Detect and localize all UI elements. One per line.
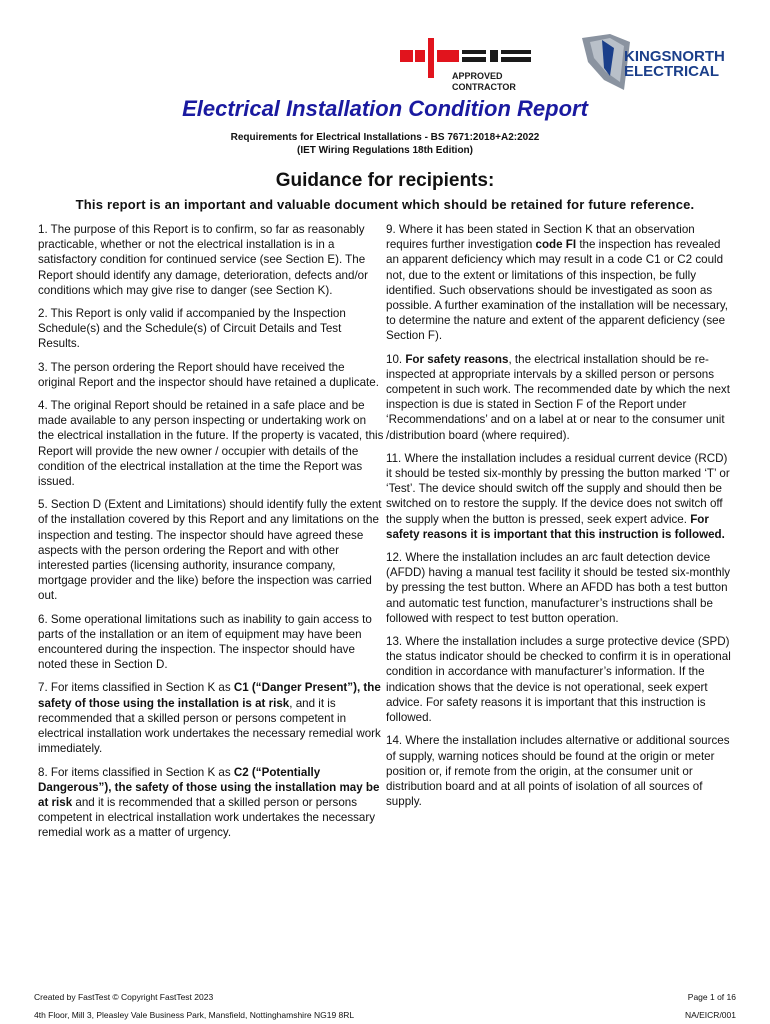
item-7-bold: C1 (“Danger Present”), the safety of those using the installation is at risk (38, 681, 381, 710)
guidance-item-1: 1. The purpose of this Report is to confirm, so far as reasonably practicable, whether or not the electrical installation is in a satisfactory condition for continued service (see Section E). The Report should identify any damage, deterioration, defects and/or conditions which may give rise to danger (see Section K). (38, 223, 368, 297)
item-9-bold: code FI (535, 238, 577, 252)
item-10-bold: For safety reasons (405, 352, 509, 366)
item-8-text-c: and it is recommended that a skilled person or persons competent in electrical installation work undertakes the necessary remedial work as a matter of urgency. (38, 795, 376, 840)
electrical-text: ELECTRICAL (624, 63, 719, 80)
footer-page-number: Page 1 of 16 (687, 992, 736, 1002)
item-11-bold: For safety reasons it is important that this instruction is followed. (386, 512, 725, 541)
item-10-text-c: , the electrical installation should be re-inspected at appropriate intervals by a skilled person or persons competent in such work. The recommended date by which the next inspection is due is stated in Section F of the Report under ‘Recommendations’ and on a label at or near to the consumer unit /distribution board (where required). (386, 352, 730, 442)
requirements-line-2: (IET Wiring Regulations 18th Edition) (296, 145, 473, 156)
footer-address: 4th Floor, Mill 3, Pleasley Vale Business Park, Mansfield, Nottinghamshire NG19 8RL (34, 1010, 355, 1020)
guidance-item-7 (38, 680, 384, 756)
intro-statement: This report is an important and valuable document which should be retained for future reference. (75, 197, 695, 212)
footer-doc-ref: NA/EICR/001 (684, 1010, 736, 1020)
left-column (38, 222, 384, 849)
item-11-text-a: 11. Where the installation includes a residual current device (RCD) it should be tested six-monthly by pressing the button marked ‘T’ or ‘Test’. The device should switch off the supply and should then be switched on to restore the supply. If the device does not switch off the supply when the button is pressed, seek expert advice. (386, 451, 730, 526)
guidance-item-12: 12. Where the installation includes an arc fault detection device (AFDD) having a manual test facility it should be tested six-monthly by pressing the test button. Where an AFDD has both a test button and automatic test function, manufacturer’s instructions shall be followed with respect to test button operation. (386, 551, 731, 625)
guidance-item-4: 4. The original Report should be retained in a safe place and be made available to any person inspecting or undertaking work on the electrical installation in the future. If the property is vacated, this Report will provide the new owner / occupier with details of the condition of the electrical installation at the time the Report was issued. (38, 399, 384, 489)
kingsnorth-electrical-logo (580, 32, 735, 94)
report-title: Electrical Installation Condition Report (182, 96, 588, 121)
item-7-text-c: , and it is recommended that a skilled person or persons competent in electrical installation work undertakes the necessary remedial work immediately. (38, 696, 381, 756)
kingsnorth-text: KINGSNORTH (624, 48, 725, 65)
header-logos (0, 30, 770, 92)
footer-created: Created by FastTest © Copyright FastTest 2023 (34, 992, 214, 1002)
guidance-item-6: 6. Some operational limitations such as inability to gain access to parts of the installation or an item of equipment may have been encountered during the inspection. The inspector should have noted these in Section D. (38, 612, 372, 672)
guidance-item-2: 2. This Report is only valid if accompanied by the Inspection Schedule(s) and the Schedule(s) of Circuit Details and Test Results. (38, 307, 346, 351)
guidance-item-5: 5. Section D (Extent and Limitations) should identify fully the extent of the installation covered by this Report and any limitations on the inspection and testing. The inspector should have agreed these aspects with the person ordering the Report and with other interested parties (licensing authority, insurance company, mortgage provider and the like) before the inspection was carried out. (38, 498, 382, 603)
guidance-item-8 (38, 765, 384, 841)
item-8-bold: C2 (“Potentially Dangerous”), the safety of those using the installation may be at risk (38, 765, 380, 809)
guidance-heading: Guidance for recipients: (275, 170, 495, 191)
guidance-item-14: 14. Where the installation includes alternative or additional sources of supply, warning notices should be found at the origin or meter position or, if remote from the origin, at the consumer unit or distribution board and at all points of isolation of all sources of supply. (386, 734, 730, 809)
item-10-text-a: 10. (386, 352, 406, 366)
guidance-item-9 (386, 222, 734, 344)
item-7-text-a: 7. For items classified in Section K as (38, 681, 234, 695)
niceic-approved-text: APPROVED (452, 71, 503, 81)
guidance-item-3: 3. The person ordering the Report should have received the original Report and the inspector should have retained a duplicate. (38, 360, 379, 389)
guidance-item-11 (386, 451, 734, 542)
right-column (386, 222, 734, 817)
requirements-block (0, 131, 770, 157)
requirements-line-1: Requirements for Electrical Installations - BS 7671:2018+A2:2022 (230, 132, 540, 143)
guidance-item-10 (386, 352, 734, 443)
item-9-text-c: the inspection has revealed an apparent deficiency which may result in a code C1 or C2 could not, due to the extent or limitations of this inspection, be fully identified. Such observations should be investigated as soon as possible. A further examination of the installation will be necessary, to determine the nature and extent of the apparent deficiency (see Section F). (386, 238, 728, 343)
niceic-approved-contractor-logo (400, 36, 535, 94)
niceic-contractor-text: CONTRACTOR (452, 82, 516, 92)
item-8-text-a: 8. For items classified in Section K as (38, 765, 234, 779)
guidance-item-13: 13. Where the installation includes a surge protective device (SPD) the status indicator should be checked to confirm it is in operational condition in accordance with manufacturer’s information. If the indication shows that the device is not operational, seek expert advice. For safety reasons it is important that this instruction is followed. (386, 635, 731, 725)
item-9-text-a: 9. Where it has been stated in Section K that an observation requires further investigation (386, 223, 695, 252)
